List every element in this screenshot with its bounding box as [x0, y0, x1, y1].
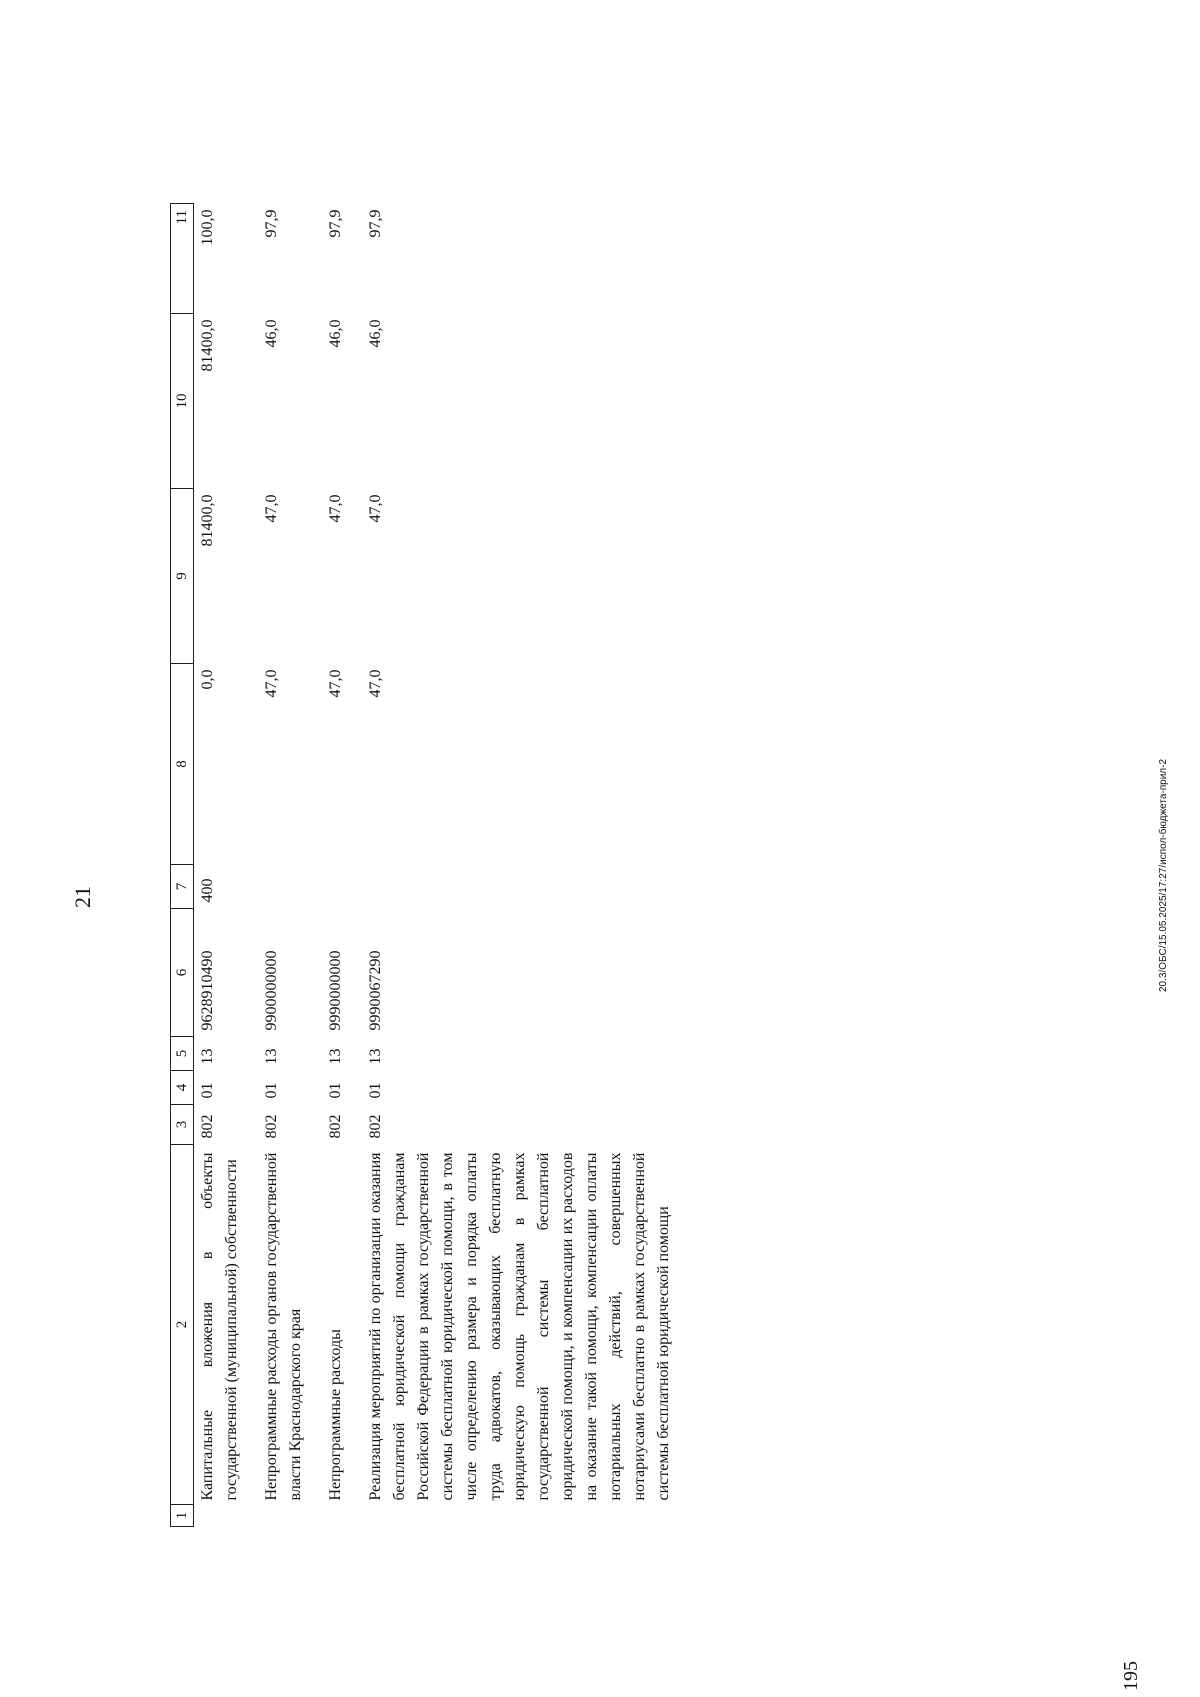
table-cell: 01 — [367, 1082, 384, 1099]
header-cell: 6 — [171, 909, 194, 1037]
table-cell: 802 — [199, 1114, 216, 1139]
row-description: Реализация мероприятий по организации оказания бесплатной юридической помощи гражданам Российской Федерации в рамках государственной системы бесплатной юридической помощи, в том числе определению размера и порядка оплаты труда адвокатов, оказывающих бесплатную юридическую помощь гражданам в рамках государственной системы бесплатной юридической помощи, и компенсации их расходов на оказание такой помощи, компенсации оплаты нотариальных действий, совершенных нотариусами бесплатно в рамках государственной системы бесплатной юридической помощи — [367, 1152, 672, 1501]
table-row — [258, 204, 308, 1527]
table-cell: 97,9 — [327, 209, 344, 238]
table-cell: 13 — [263, 1048, 280, 1065]
table-cell: 81400,0 — [199, 319, 216, 372]
table-cell: 13 — [327, 1048, 344, 1065]
header-cell: 7 — [171, 865, 194, 909]
table-cell: 46,0 — [367, 319, 384, 348]
budget-table — [170, 203, 676, 1527]
header-cell: 4 — [171, 1071, 194, 1105]
table-cell — [322, 865, 348, 909]
table-cell: 47,0 — [367, 494, 384, 523]
table-row — [194, 204, 245, 1527]
table-cell: 01 — [263, 1082, 280, 1099]
table-cell: 01 — [199, 1082, 216, 1099]
table-cell: 9628910490 — [199, 950, 216, 1031]
table-cell: 802 — [367, 1114, 384, 1139]
header-cell: 3 — [171, 1105, 194, 1145]
table-cell: 0,0 — [199, 669, 216, 690]
header-cell: 2 — [171, 1145, 194, 1505]
table-cell: 97,9 — [263, 209, 280, 238]
table-cell: 802 — [263, 1114, 280, 1139]
header-cell: 10 — [171, 314, 194, 489]
table-cell: 47,0 — [263, 669, 280, 698]
table-cell: 9990000000 — [327, 950, 344, 1031]
row-description: Непрограммные расходы органов государственной власти Краснодарского края — [263, 1152, 304, 1501]
table-cell — [322, 1505, 348, 1527]
page-number: 21 — [70, 886, 95, 908]
header-cell: 9 — [171, 489, 194, 664]
row-description: Непрограммные расходы — [327, 1329, 344, 1501]
table-cell: 13 — [199, 1048, 216, 1065]
table-cell — [362, 1505, 676, 1527]
table-cell: 100,0 — [199, 209, 216, 246]
sheet-number: 195 — [1120, 1661, 1142, 1691]
row-description: Капитальные вложения в объекты государственной (муниципальной) собственности — [199, 1152, 240, 1501]
table-cell: 13 — [367, 1048, 384, 1065]
table-cell — [258, 1505, 308, 1527]
table-cell: 46,0 — [263, 319, 280, 348]
table-cell: 47,0 — [327, 494, 344, 523]
table-cell: 97,9 — [367, 209, 384, 238]
table-cell: 01 — [327, 1082, 344, 1099]
table-cell: 46,0 — [327, 319, 344, 348]
header-cell: 1 — [171, 1505, 194, 1527]
table-cell: 47,0 — [367, 669, 384, 698]
table-cell: 802 — [327, 1114, 344, 1139]
table-header-row — [171, 204, 194, 1527]
table-cell: 400 — [199, 878, 216, 903]
table-cell: 9900000000 — [263, 950, 280, 1031]
table-cell: 47,0 — [263, 494, 280, 523]
header-cell: 8 — [171, 664, 194, 865]
table-row — [322, 204, 348, 1527]
table-cell: 47,0 — [327, 669, 344, 698]
table-cell: 9990067290 — [367, 950, 384, 1031]
table-cell — [258, 865, 308, 909]
table-row — [362, 204, 676, 1527]
table-cell — [194, 1505, 245, 1527]
table-cell: 81400,0 — [199, 494, 216, 547]
header-cell: 11 — [171, 204, 194, 314]
header-cell: 5 — [171, 1037, 194, 1071]
footer-code: 20.3/ОБС/15.05.2025/17:27/испол-бюджета-прил-2 — [1158, 758, 1169, 992]
table-cell — [362, 865, 676, 909]
